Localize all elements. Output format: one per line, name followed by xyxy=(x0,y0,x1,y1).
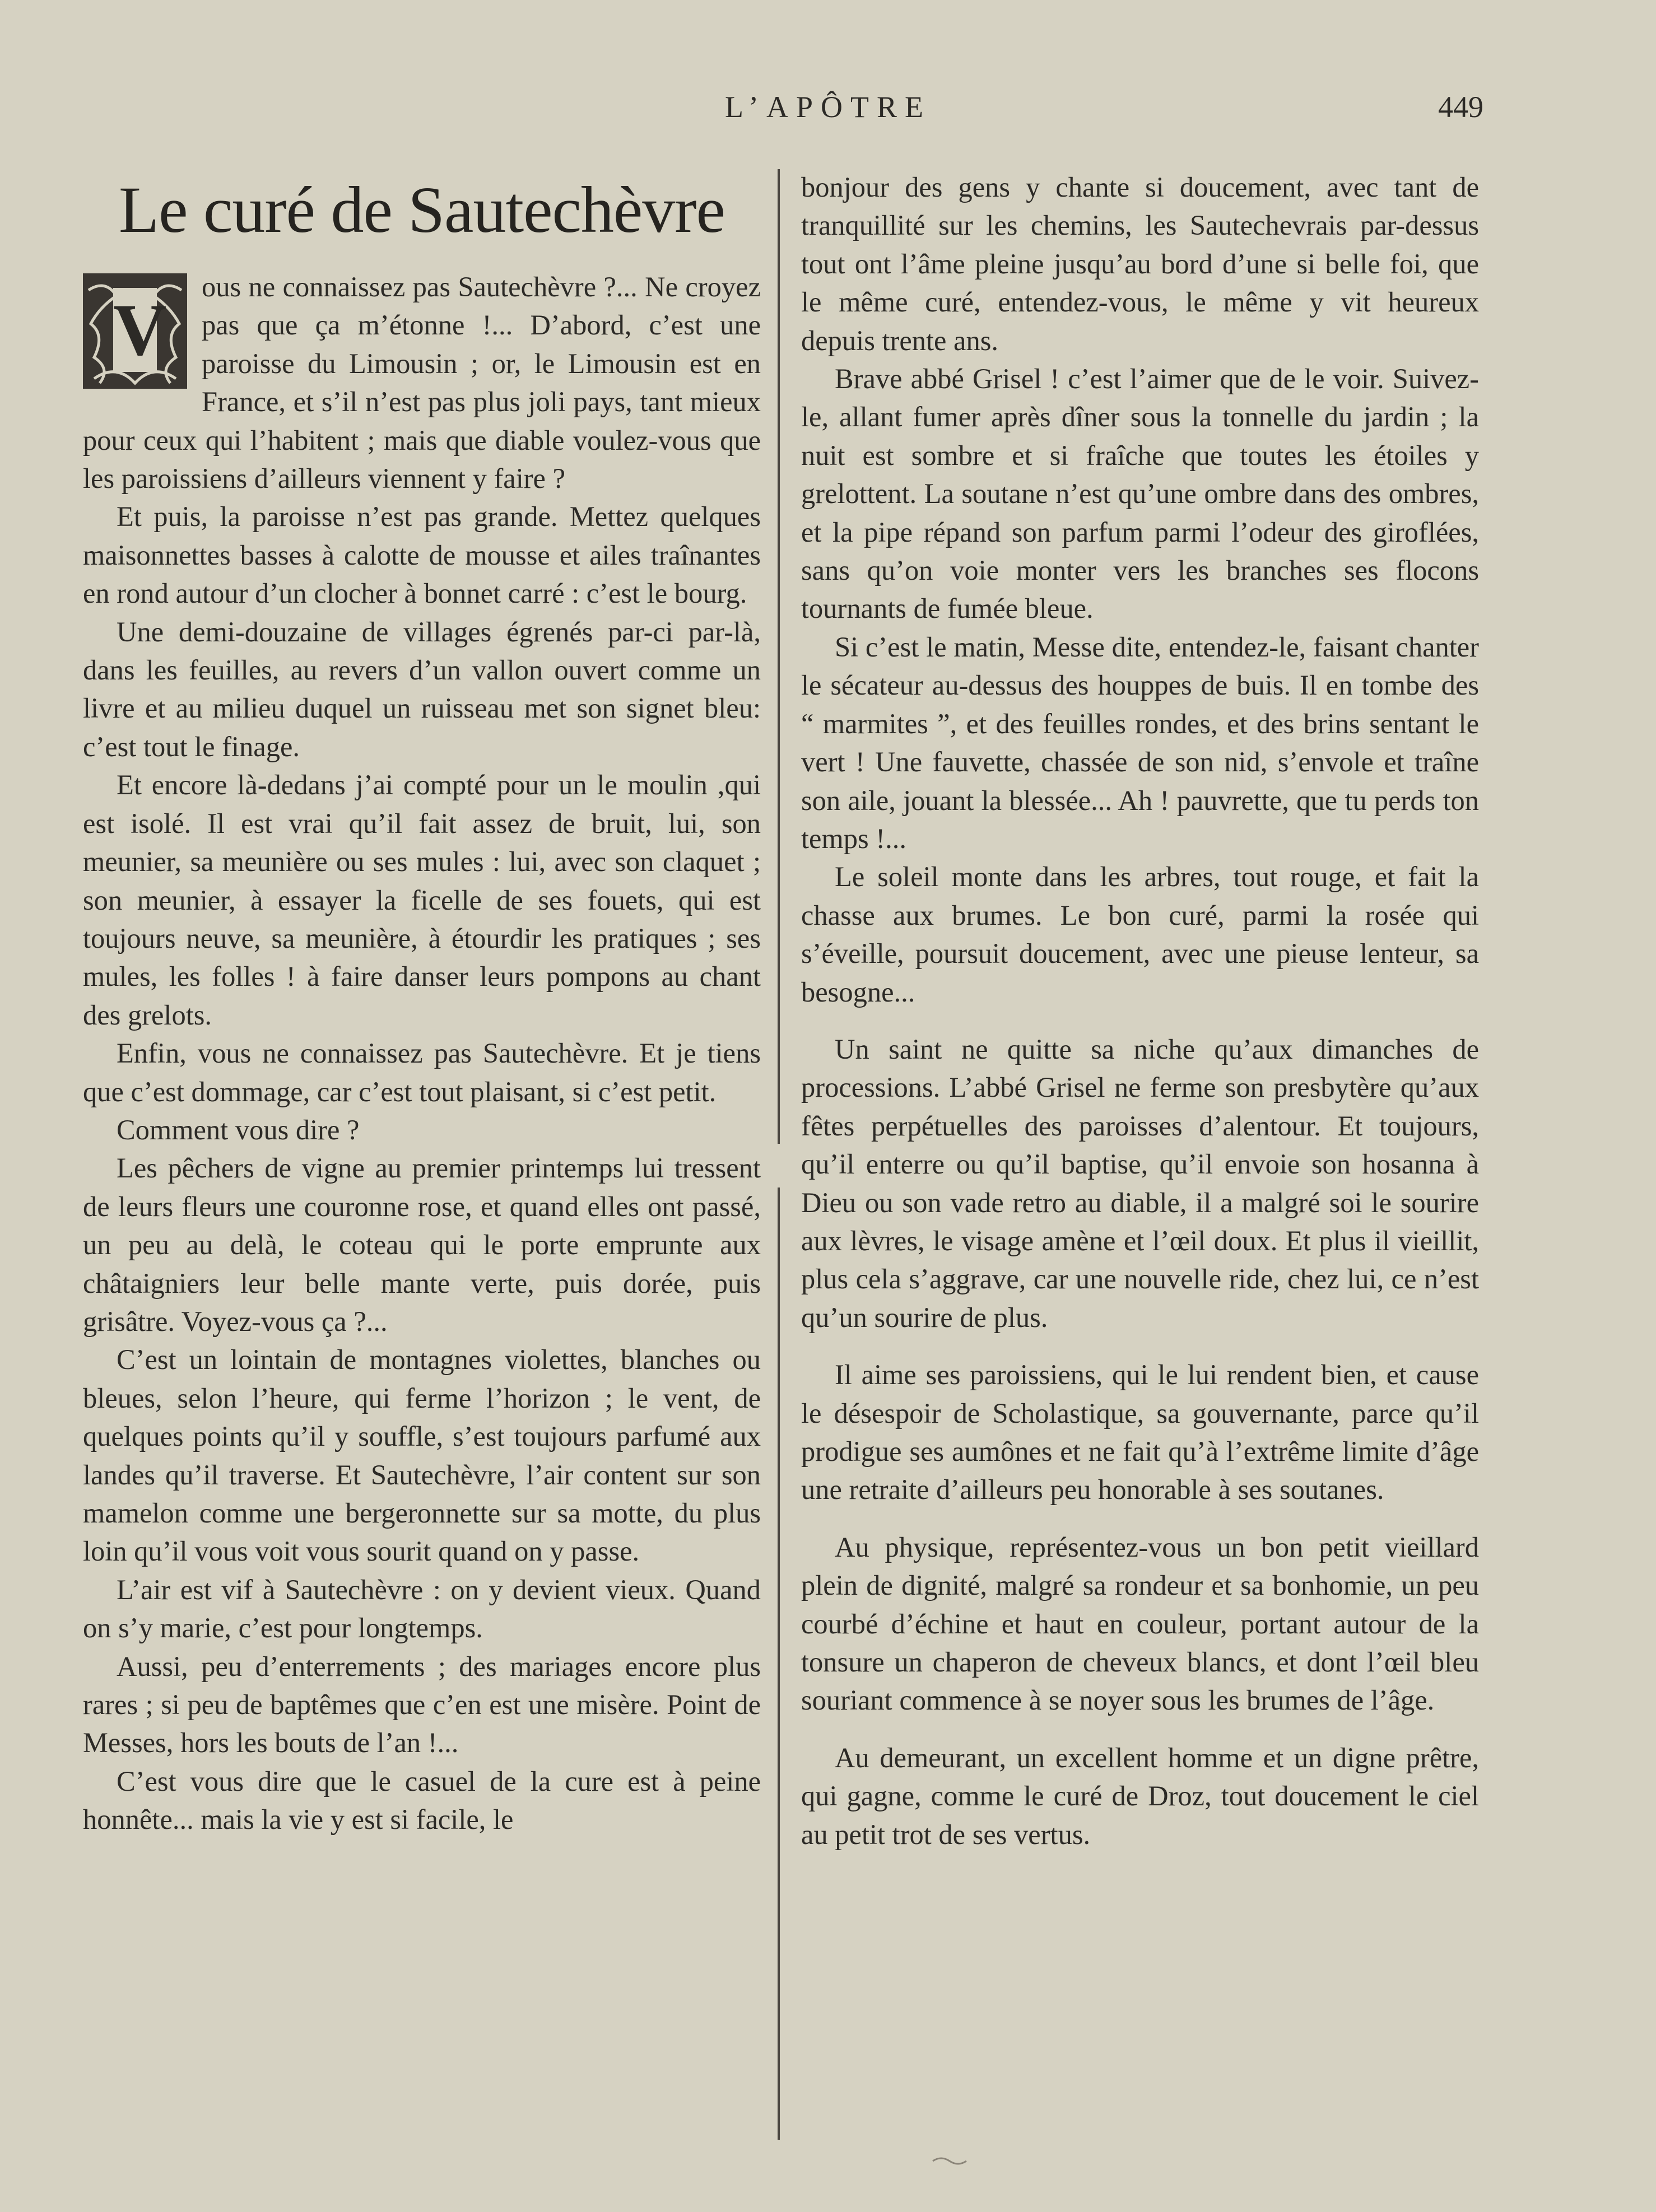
paragraph: Aussi, peu d’enterrements ; des mariages encore plus rares ; si peu de baptêmes que c’en est une misère. Point de Messes, hors les bouts de l’an !... xyxy=(83,1650,761,1759)
paragraph: C’est un lointain de montagnes violettes, blanches ou bleues, selon l’heure, qui ferme l’horizon ; le vent, de quelques points qu’il y souffle, s’est toujours parfumé aux landes qu’il traverse. Et Sautechèvre, l’air content sur son mamelon comme une bergeronnette sur sa motte, du plus loin qu’il vous voit vous sourit quand on y passe. xyxy=(83,1344,761,1567)
paragraph: Un saint ne quitte sa niche qu’aux dimanches de processions. L’abbé Grisel ne ferme son presbytère qu’aux fêtes perpétuelles des paroisses d’alentour. Et toujours, qu’il enterre ou qu’il baptise, qu’il envoie son hosanna à Dieu ou son vade retro au diable, il a malgré soi le sourire aux lèvres, le visage amène et l’œil doux. Et plus il vieillit, plus cela s’aggrave, car une nouvelle ride, chez lui, ce n’est qu’un sourire de plus. xyxy=(801,1033,1479,1333)
paragraph: Comment vous dire ? xyxy=(117,1114,360,1145)
dropcap-letter: V xyxy=(113,288,167,371)
right-column xyxy=(801,168,1479,1854)
paragraph: C’est vous dire que le casuel de la cure est à peine honnête... mais la vie y est si facile, le xyxy=(83,1765,761,1836)
paragraph: Il aime ses paroissiens, qui le lui rendent bien, et cause le désespoir de Scholastique, sa gouvernante, parce qu’il prodigue ses aumônes et ne fait qu’à l’extrême limite d’âge une retraite d’ailleurs peu honorable à ses soutanes. xyxy=(801,1359,1479,1506)
left-column xyxy=(83,168,761,1839)
paragraph: Les pêchers de vigne au premier printemps lui tressent de leurs fleurs une couronne rose, et quand elles ont passé, un peu au delà, le coteau qui le porte emprunte aux châtaigniers leur belle mante verte, puis dorée, puis grisâtre. Voyez-vous ça ?... xyxy=(83,1152,761,1337)
paragraph: Et puis, la paroisse n’est pas grande. Mettez quelques maisonnettes basses à calotte de mousse et ailes traînantes en rond autour d’un clocher à bonnet carré : c’est le bourg. xyxy=(83,501,761,609)
page-number: 449 xyxy=(1438,90,1483,124)
paragraph: Une demi-douzaine de villages égrenés par-ci par-là, dans les feuilles, au revers d’un vallon ouvert comme un livre et au milieu duquel un ruisseau met son signet bleu: c’est tout le finage. xyxy=(83,616,761,762)
running-header: L’APÔTRE xyxy=(724,90,932,124)
paragraph: L’air est vif à Sautechèvre : on y devient vieux. Quand on s’y marie, c’est pour longtemps. xyxy=(83,1573,761,1644)
printer-ornament-icon xyxy=(930,2155,969,2167)
dropcap-ornament xyxy=(83,273,187,389)
column-divider-upper xyxy=(778,169,780,1144)
paragraph: Brave abbé Grisel ! c’est l’aimer que de le voir. Suivez-le, allant fumer après dîner sous la tonnelle du jardin ; la nuit est sombre et si fraîche que toutes les étoiles y grelottent. La soutane n’est qu’une ombre dans des ombres, et la pipe répand son parfum parmi l’odeur des giroflées, sans qu’on voie monter vers les branches ses flocons tournants de fumée bleue. xyxy=(801,363,1479,625)
paragraph: Au physique, représentez-vous un bon petit vieillard plein de dignité, malgré sa rondeur et sa bonhomie, un peu courbé d’échine et haut en couleur, portant autour de la tonsure un chaperon de cheveux blancs, et dont l’œil bleu souriant commence à se noyer sous les brumes de l’âge. xyxy=(801,1531,1479,1716)
column-divider-lower xyxy=(778,1188,780,2140)
paragraph: Et encore là-dedans j’ai compté pour un le moulin ,qui est isolé. Il est vrai qu’il fait assez de bruit, lui, son meunier, sa meunière ou ses mules : lui, avec son claquet ; son meunier, à essayer la ficelle de ses fouets, qui est toujours neuve, sa meunière, à étourdir les pratiques ; ses mules, les folles ! à faire danser leurs pompons au chant des grelots. xyxy=(83,769,761,1031)
paragraph: Au demeurant, un excellent homme et un digne prêtre, qui gagne, comme le curé de Droz, tout doucement le ciel au petit trot de ses vertus. xyxy=(801,1741,1479,1850)
paragraph: Le soleil monte dans les arbres, tout rouge, et fait la chasse aux brumes. Le bon curé, parmi la rosée qui s’éveille, poursuit doucement, avec une pieuse lenteur, sa besogne... xyxy=(801,861,1479,1008)
paragraph-text: ous ne connaissez pas Sautechèvre ?... Ne croyez pas que ça m’étonne !... D’abord, c’est une paroisse du Limousin ; or, le Limousin est en France, et s’il n’est pas plus joli pays, tant mieux pour ceux qui l’habitent ; mais que diable voulez-vous que les paroissiens d’ailleurs viennent y faire ? xyxy=(83,271,761,495)
paragraph: Si c’est le matin, Messe dite, entendez-le, faisant chanter le sécateur au-dessus des houppes de buis. Il en tombe des “ marmites ”, et des feuilles rondes, et des brins sentant le vert ! Une fauvette, chassée de son nid, s’envole et traîne son aile, jouant la blessée... Ah ! pauvrette, que tu perds ton temps !... xyxy=(801,631,1479,854)
paragraph xyxy=(83,268,761,497)
article-title: Le curé de Sautechèvre xyxy=(119,173,725,246)
paragraph: Enfin, vous ne connaissez pas Sautechèvre. Et je tiens que c’est dommage, car c’est tout plaisant, si c’est petit. xyxy=(83,1037,761,1107)
paragraph: bonjour des gens y chante si doucement, avec tant de tranquillité sur les chemins, les Sautechevrais par-dessus tout ont l’âme pleine jusqu’au bord d’une si belle foi, que le même curé, entendez-vous, le même y vit heureux depuis trente ans. xyxy=(801,171,1479,356)
